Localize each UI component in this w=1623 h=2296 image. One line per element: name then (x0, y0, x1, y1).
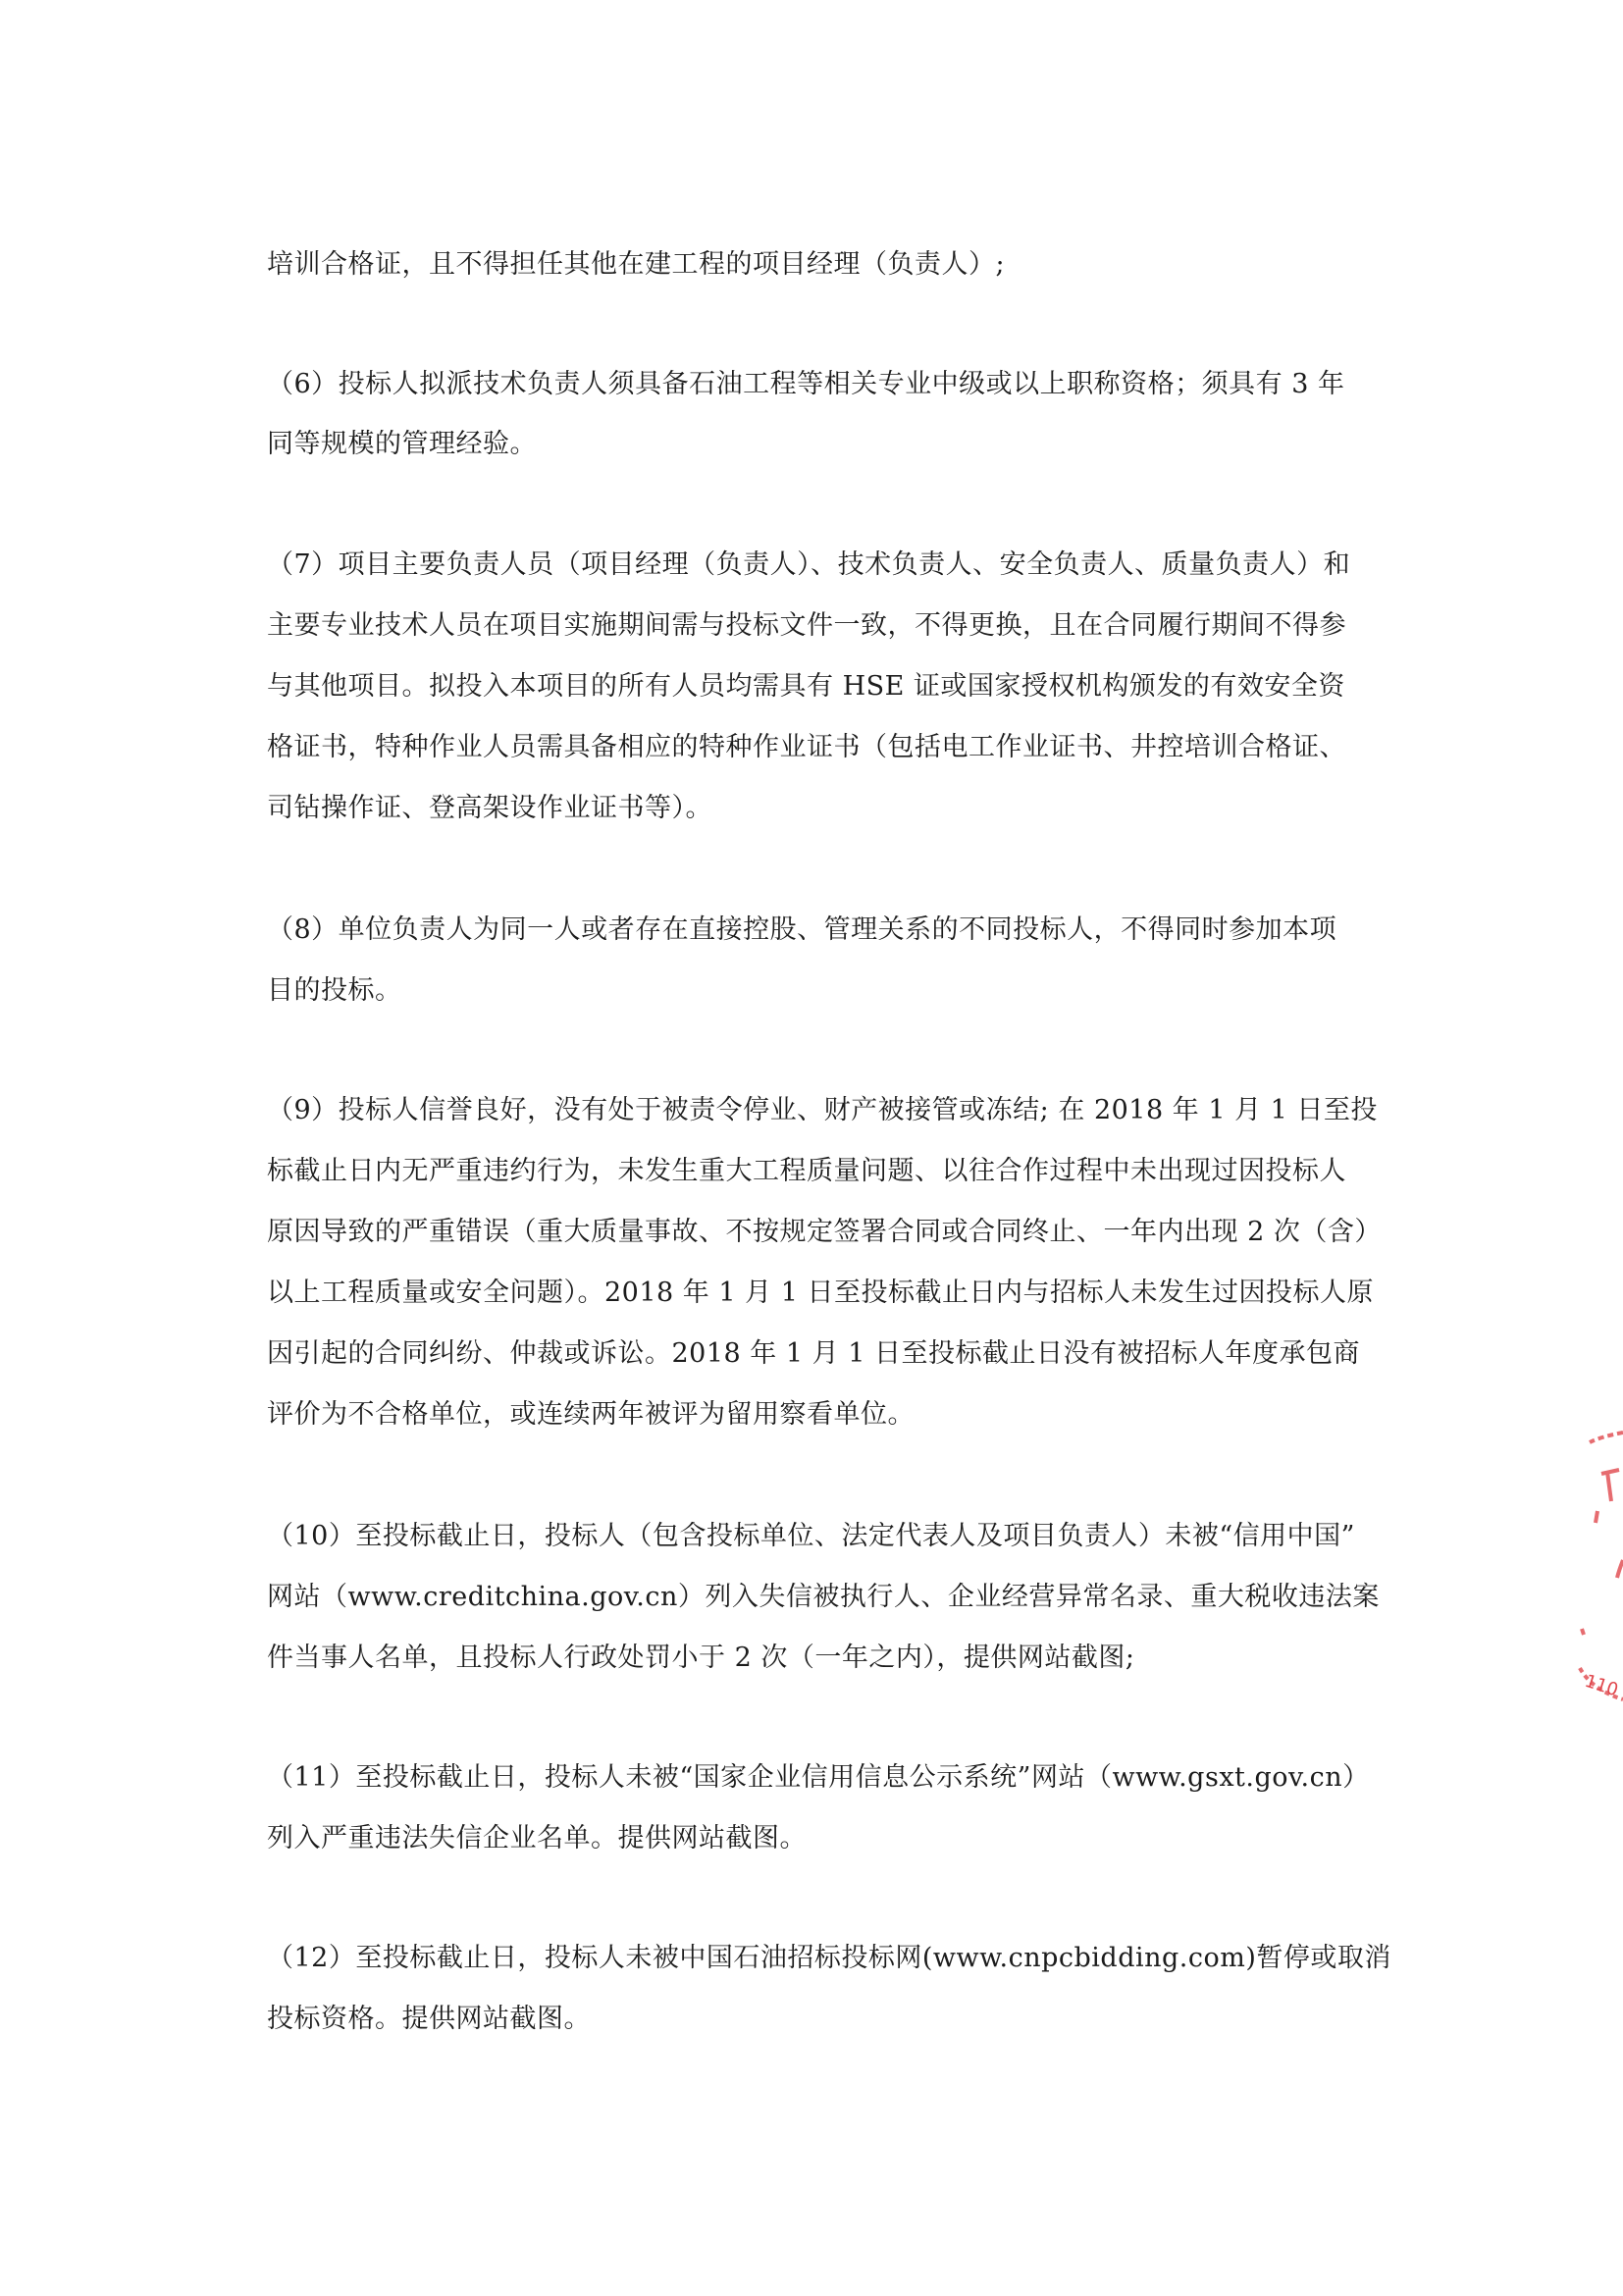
text-line: （12）至投标截止日，投标人未被中国石油招标投标网(www.cnpcbidding.com)暂停或取消 (267, 1943, 1391, 1973)
text-line: 目的投标。 (267, 975, 402, 1006)
text-line: 格证书，特种作业人员需具备相应的特种作业证书（包括电工作业证书、井控培训合格证、 (267, 732, 1346, 762)
text-line: 司钻操作证、登高架设作业证书等）。 (267, 793, 712, 823)
text-line: （7）项目主要负责人员（项目经理（负责人）、技术负责人、安全负责人、质量负责人）和 (267, 549, 1351, 580)
red-seal-stamp (1562, 1413, 1623, 1737)
text-line: 以上工程质量或安全问题）。2018 年 1 月 1 日至投标截止日内与招标人未发生过因投标人原 (267, 1278, 1374, 1308)
text-line: 网站（www.creditchina.gov.cn）列入失信被执行人、企业经营异常名录、重大税收违法案 (267, 1582, 1380, 1612)
text-line: （6）投标人拟派技术负责人须具备石油工程等相关专业中级或以上职称资格；须具有 3 年 (267, 369, 1345, 399)
text-line: 列入严重违法失信企业名单。提供网站截图。 (267, 1823, 807, 1853)
text-line: 同等规模的管理经验。 (267, 429, 537, 459)
text-line: 培训合格证，且不得担任其他在建工程的项目经理（负责人）; (267, 249, 1006, 280)
text-line: 标截止日内无严重违约行为，未发生重大工程质量问题、以往合作过程中未出现过因投标人 (267, 1156, 1346, 1186)
text-line: 投标资格。提供网站截图。 (267, 2004, 591, 2034)
seal-text: 110 (1582, 1670, 1621, 1701)
text-line: 原因导致的严重错误（重大质量事故、不按规定签署合同或合同终止、一年内出现 2 次（含） (267, 1217, 1382, 1247)
text-line: （9）投标人信誉良好，没有处于被责令停业、财产被接管或冻结; 在 2018 年 1 月 1 日至投 (267, 1095, 1378, 1125)
text-line: （10）至投标截止日，投标人（包含投标单位、法定代表人及项目负责人）未被“信用中国” (267, 1521, 1355, 1551)
text-line: 件当事人名单，且投标人行政处罚小于 2 次（一年之内），提供网站截图; (267, 1643, 1135, 1673)
text-line: （8）单位负责人为同一人或者存在直接控股、管理关系的不同投标人，不得同时参加本项 (267, 914, 1337, 945)
text-line: 因引起的合同纠纷、仲裁或诉讼。2018 年 1 月 1 日至投标截止日没有被招标人年度承包商 (267, 1338, 1360, 1369)
text-line: 主要专业技术人员在项目实施期间需与投标文件一致，不得更换，且在合同履行期间不得参 (267, 610, 1346, 641)
text-line: 评价为不合格单位，或连续两年被评为留用察看单位。 (267, 1399, 915, 1430)
text-line: （11）至投标截止日，投标人未被“国家企业信用信息公示系统”网站（www.gsxt.gov.cn） (267, 1762, 1370, 1793)
text-line: 与其他项目。拟投入本项目的所有人员均需具有 HSE 证或国家授权机构颁发的有效安全资 (267, 671, 1345, 702)
